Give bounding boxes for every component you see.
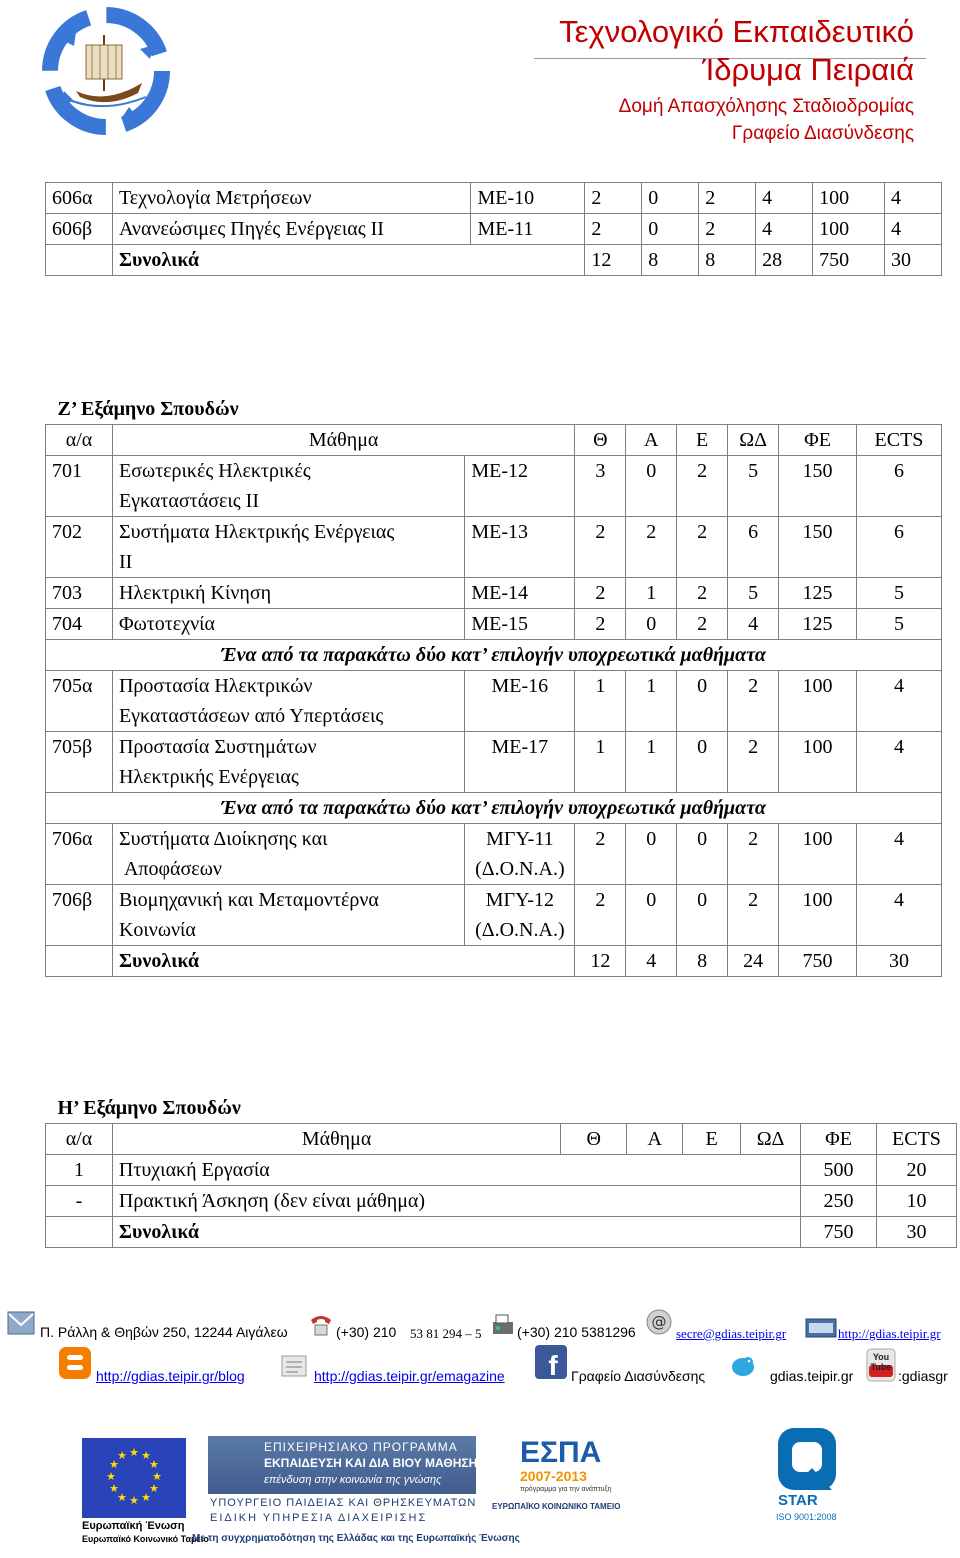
semester-8-table: [45, 1093, 957, 1248]
course-title: Συστήματα Ηλεκτρικής Ενέργειας ΙΙ: [112, 517, 464, 578]
footer-twitter-label: gdias.teipir.gr: [770, 1368, 854, 1384]
table-row: [46, 609, 942, 640]
course-code: 706α: [46, 824, 113, 885]
total-workload: 750: [801, 1217, 877, 1248]
fax-icon: [490, 1312, 516, 1338]
ects: 4: [856, 885, 941, 946]
org-name-line1: Τεχνολογικό Εκπαιδευτικό: [559, 14, 914, 49]
footer-fax: (+30) 210 5381296: [517, 1324, 636, 1340]
course-title: Πτυχιακή Εργασία: [112, 1155, 800, 1186]
table-row: [46, 671, 942, 732]
svg-text:★: ★: [149, 1458, 159, 1471]
theory-hours: 2: [575, 609, 626, 640]
col-header-epsilon: Ε: [677, 425, 728, 456]
col-header-fe: ΦΕ: [779, 425, 857, 456]
total-theory: 12: [585, 245, 642, 276]
lab-hours: 0: [626, 824, 677, 885]
espa-years: 2007-2013: [520, 1468, 587, 1484]
course-id: ΜΕ-11: [471, 214, 585, 245]
total-ects: 30: [885, 245, 942, 276]
workload: 500: [801, 1155, 877, 1186]
totals-row: [46, 1217, 957, 1248]
course-title: Προστασία Συστημάτων Ηλεκτρικής Ενέργειας: [112, 732, 464, 793]
course-code: -: [46, 1186, 113, 1217]
totals-row: [46, 245, 942, 276]
col-header-theta: Θ: [575, 425, 626, 456]
course-title: Εσωτερικές Ηλεκτρικές Εγκαταστάσεις ΙΙ: [112, 456, 464, 517]
svg-text:★: ★: [106, 1470, 116, 1483]
col-header-theta: Θ: [561, 1124, 627, 1155]
svg-text:★: ★: [117, 1449, 127, 1462]
weekly-hours: 2: [728, 732, 779, 793]
ects: 5: [856, 578, 941, 609]
total-ects: 30: [876, 1217, 956, 1248]
course-code: 705β: [46, 732, 113, 793]
youtube-icon-text: You Tube: [870, 1352, 892, 1372]
svg-text:★: ★: [141, 1449, 151, 1462]
course-code: 1: [46, 1155, 113, 1186]
col-header-alpha: Α: [626, 425, 677, 456]
totals-label: Συνολικά: [112, 946, 574, 977]
ects: 5: [856, 609, 941, 640]
theory-hours: 2: [575, 578, 626, 609]
qstar-iso-logo: [772, 1424, 842, 1528]
espa-fund: ΕΥΡΩΠΑΪΚΟ ΚΟΙΝΩΝΙΚΟ ΤΑΜΕΙΟ: [492, 1502, 621, 1511]
totals-row: [46, 946, 942, 977]
workload: 100: [779, 824, 857, 885]
phone-icon: [308, 1312, 334, 1338]
weekly-hours: 2: [728, 671, 779, 732]
star-label: STAR: [778, 1492, 818, 1509]
elective-note-row: [46, 793, 942, 824]
lab-hours: 0: [642, 183, 699, 214]
footer-emagazine-link[interactable]: http://gdias.teipir.gr/emagazine: [314, 1368, 505, 1384]
workload: 125: [779, 578, 857, 609]
table-row: [46, 1155, 957, 1186]
theory-hours: 2: [585, 183, 642, 214]
empty-cell: [46, 946, 113, 977]
exercise-hours: 2: [677, 578, 728, 609]
col-header-ects: ECTS: [876, 1124, 956, 1155]
workload: 150: [779, 517, 857, 578]
totals-label: Συνολικά: [112, 1217, 800, 1248]
lab-hours: 0: [626, 456, 677, 517]
weekly-hours: 4: [756, 183, 813, 214]
eu-stars-icon: [82, 1438, 186, 1518]
eu-label: Ευρωπαϊκή Ένωση: [82, 1520, 185, 1532]
ects: 10: [876, 1186, 956, 1217]
course-title: Συστήματα Διοίκησης και Αποφάσεων: [112, 824, 464, 885]
col-header-od: ΩΔ: [741, 1124, 801, 1155]
education-program-logo: [208, 1436, 476, 1494]
ministry-line2: ΕΙΔΙΚΗ ΥΠΗΡΕΣΙΑ ΔΙΑΧΕΙΡΙΣΗΣ: [210, 1512, 428, 1524]
course-id: ΜΕ-14: [465, 578, 575, 609]
course-code: 606α: [46, 183, 113, 214]
exercise-hours: 2: [677, 517, 728, 578]
total-exercise: 8: [699, 245, 756, 276]
ects: 20: [876, 1155, 956, 1186]
col-header-aa: α/α: [46, 1124, 113, 1155]
ects: 4: [856, 824, 941, 885]
weekly-hours: 5: [728, 456, 779, 517]
section-title-row: [46, 1093, 957, 1124]
total-weekly: 24: [728, 946, 779, 977]
footer-phone-number: 53 81 294 – 5: [410, 1326, 482, 1341]
course-title: Πρακτική Άσκηση (δεν είναι μάθημα): [112, 1186, 800, 1217]
course-id: ΜΕ-16: [465, 671, 575, 732]
weekly-hours: 4: [756, 214, 813, 245]
footer-website-link[interactable]: http://gdias.teipir.gr: [838, 1326, 941, 1341]
cofinance-note: Με τη συγχρηματοδότηση της Ελλάδας και της Ευρωπαϊκής Ένωσης: [192, 1533, 520, 1544]
table-row: [46, 1186, 957, 1217]
table-row: [46, 183, 942, 214]
theory-hours: 2: [585, 214, 642, 245]
espa-logo: [490, 1436, 621, 1516]
course-title: Τεχνολογία Μετρήσεων: [112, 183, 470, 214]
elective-note: Ένα από τα παρακάτω δύο κατ’ επιλογήν υποχρεωτικά μαθήματα: [46, 793, 942, 824]
blogger-icon: [58, 1346, 92, 1380]
iso-label: ISO 9001:2008: [776, 1512, 837, 1522]
col-header-course: Μάθημα: [112, 1124, 560, 1155]
table-row: [46, 517, 942, 578]
theory-hours: 1: [575, 732, 626, 793]
svg-text:★: ★: [149, 1482, 159, 1495]
q-star-icon: [772, 1424, 842, 1494]
lab-hours: 0: [642, 214, 699, 245]
elective-note: Ένα από τα παρακάτω δύο κατ’ επιλογήν υποχρεωτικά μαθήματα: [46, 640, 942, 671]
course-code: 702: [46, 517, 113, 578]
weekly-hours: 4: [728, 609, 779, 640]
col-header-fe: ΦΕ: [801, 1124, 877, 1155]
theory-hours: 2: [575, 824, 626, 885]
svg-text:★: ★: [141, 1491, 151, 1504]
course-title: Προστασία Ηλεκτρικών Εγκαταστάσεων από Υπερτάσεις: [112, 671, 464, 732]
empty-cell: [46, 1217, 113, 1248]
svg-text:★: ★: [109, 1458, 119, 1471]
section-title-row: [46, 394, 942, 425]
empty-cell: [46, 245, 113, 276]
eu-flag-logo: [82, 1438, 186, 1518]
ects: 4: [885, 183, 942, 214]
header-row: [46, 425, 942, 456]
table-row: [46, 456, 942, 517]
footer-blog-link[interactable]: http://gdias.teipir.gr/blog: [96, 1368, 245, 1384]
svg-text:f: f: [548, 1350, 558, 1380]
totals-label: Συνολικά: [112, 245, 584, 276]
lab-hours: 0: [626, 609, 677, 640]
website-icon: [805, 1318, 837, 1338]
total-weekly: 28: [756, 245, 813, 276]
svg-text:★: ★: [109, 1482, 119, 1495]
lab-hours: 1: [626, 671, 677, 732]
course-code: 704: [46, 609, 113, 640]
mail-envelope-icon: [6, 1308, 36, 1338]
footer-youtube-label: :gdiasgr: [898, 1368, 948, 1384]
theory-hours: 3: [575, 456, 626, 517]
organization-header: [559, 14, 914, 147]
workload: 100: [779, 671, 857, 732]
ects: 6: [856, 517, 941, 578]
lab-hours: 0: [626, 885, 677, 946]
espa-title: ΕΣΠΑ: [520, 1436, 602, 1469]
col-header-aa: α/α: [46, 425, 113, 456]
lab-hours: 1: [626, 732, 677, 793]
course-id: ΜΓΥ-12 (Δ.Ο.Ν.Α.): [465, 885, 575, 946]
program-line3: επένδυση στην κοινωνία της γνώσης: [264, 1474, 442, 1486]
col-header-alpha: Α: [627, 1124, 683, 1155]
course-id: ΜΕ-17: [465, 732, 575, 793]
table-row: [46, 732, 942, 793]
eu-sublabel: Ευρωπαϊκό Κοινωνικό Ταμείο: [82, 1534, 209, 1544]
espa-sub: πρόγραμμα για την ανάπτυξη: [520, 1486, 612, 1493]
weekly-hours: 6: [728, 517, 779, 578]
course-title: Φωτοτεχνία: [112, 609, 464, 640]
table-row: [46, 824, 942, 885]
ects: 4: [856, 732, 941, 793]
exercise-hours: 2: [677, 609, 728, 640]
emagazine-icon: [278, 1352, 312, 1382]
weekly-hours: 2: [728, 824, 779, 885]
course-id: ΜΕ-12: [465, 456, 575, 517]
total-exercise: 8: [677, 946, 728, 977]
semester-8-title: Η’ Εξάμηνο Σπουδών: [46, 1093, 957, 1124]
exercise-hours: 0: [677, 671, 728, 732]
course-code: 706β: [46, 885, 113, 946]
total-ects: 30: [856, 946, 941, 977]
ministry-line1: ΥΠΟΥΡΓΕΙΟ ΠΑΙΔΕΙΑΣ ΚΑΙ ΘΡΗΣΚΕΥΜΑΤΩΝ: [210, 1497, 477, 1509]
course-title: Βιομηχανική και Μεταμοντέρνα Κοινωνία: [112, 885, 464, 946]
total-workload: 750: [779, 946, 857, 977]
course-title: Ηλεκτρική Κίνηση: [112, 578, 464, 609]
footer-phone-prefix: (+30) 210: [336, 1324, 397, 1340]
workload: 100: [779, 885, 857, 946]
total-lab: 8: [642, 245, 699, 276]
col-header-od: ΩΔ: [728, 425, 779, 456]
elective-note-row: [46, 640, 942, 671]
course-code: 705α: [46, 671, 113, 732]
twitter-icon: [726, 1350, 760, 1380]
facebook-icon: [534, 1344, 568, 1380]
svg-text:★: ★: [117, 1491, 127, 1504]
theory-hours: 2: [575, 517, 626, 578]
total-lab: 4: [626, 946, 677, 977]
exercise-hours: 2: [699, 214, 756, 245]
workload: 100: [779, 732, 857, 793]
table-row: [46, 885, 942, 946]
svg-text:★: ★: [129, 1446, 139, 1459]
course-code: 701: [46, 456, 113, 517]
org-name-line2: Ίδρυμα Πειραιά: [702, 52, 914, 87]
ects: 4: [856, 671, 941, 732]
total-workload: 750: [813, 245, 885, 276]
course-code: 606β: [46, 214, 113, 245]
org-office: Γραφείο Διασύνδεσης: [731, 123, 914, 144]
footer-email-link[interactable]: secre@gdias.teipir.gr: [676, 1326, 787, 1341]
course-id: ΜΕ-10: [471, 183, 585, 214]
course-id: ΜΕ-15: [465, 609, 575, 640]
svg-text:@: @: [651, 1313, 667, 1331]
semester-6-table-continued: [45, 182, 942, 276]
exercise-hours: 0: [677, 824, 728, 885]
email-at-icon: [645, 1308, 673, 1336]
workload: 250: [801, 1186, 877, 1217]
table-row: [46, 578, 942, 609]
course-id: ΜΕ-13: [465, 517, 575, 578]
exercise-hours: 0: [677, 885, 728, 946]
semester-7-title: Ζ’ Εξάμηνο Σπουδών: [46, 394, 942, 425]
workload: 150: [779, 456, 857, 517]
weekly-hours: 5: [728, 578, 779, 609]
lab-hours: 2: [626, 517, 677, 578]
header-row: [46, 1124, 957, 1155]
table-row: [46, 214, 942, 245]
exercise-hours: 2: [699, 183, 756, 214]
weekly-hours: 2: [728, 885, 779, 946]
workload: 100: [813, 214, 885, 245]
semester-7-table: [45, 394, 942, 977]
org-department: Δομή Απασχόλησης Σταδιοδρομίας: [618, 96, 914, 117]
svg-text:★: ★: [152, 1470, 162, 1483]
workload: 125: [779, 609, 857, 640]
exercise-hours: 0: [677, 732, 728, 793]
lab-hours: 1: [626, 578, 677, 609]
program-line1: ΕΠΙΧΕΙΡΗΣΙΑΚΟ ΠΡΟΓΡΑΜΜΑ: [264, 1440, 458, 1454]
course-id: ΜΓΥ-11 (Δ.Ο.Ν.Α.): [465, 824, 575, 885]
total-theory: 12: [575, 946, 626, 977]
workload: 100: [813, 183, 885, 214]
tei-piraeus-ship-logo: [42, 5, 170, 137]
course-title: Ανανεώσιμες Πηγές Ενέργειας ΙΙ: [112, 214, 470, 245]
program-line2: ΕΚΠΑΙΔΕΥΣΗ ΚΑΙ ΔΙΑ ΒΙΟΥ ΜΑΘΗΣΗ: [264, 1456, 478, 1470]
svg-text:★: ★: [129, 1494, 139, 1507]
exercise-hours: 2: [677, 456, 728, 517]
theory-hours: 2: [575, 885, 626, 946]
footer-facebook-label: Γραφείο Διασύνδεσης: [571, 1368, 706, 1384]
ects: 6: [856, 456, 941, 517]
footer-address: Π. Ράλλη & Θηβών 250, 12244 Αιγάλεω: [40, 1324, 288, 1340]
ects: 4: [885, 214, 942, 245]
col-header-epsilon: Ε: [683, 1124, 741, 1155]
course-code: 703: [46, 578, 113, 609]
col-header-course: Μάθημα: [112, 425, 574, 456]
col-header-ects: ECTS: [856, 425, 941, 456]
theory-hours: 1: [575, 671, 626, 732]
